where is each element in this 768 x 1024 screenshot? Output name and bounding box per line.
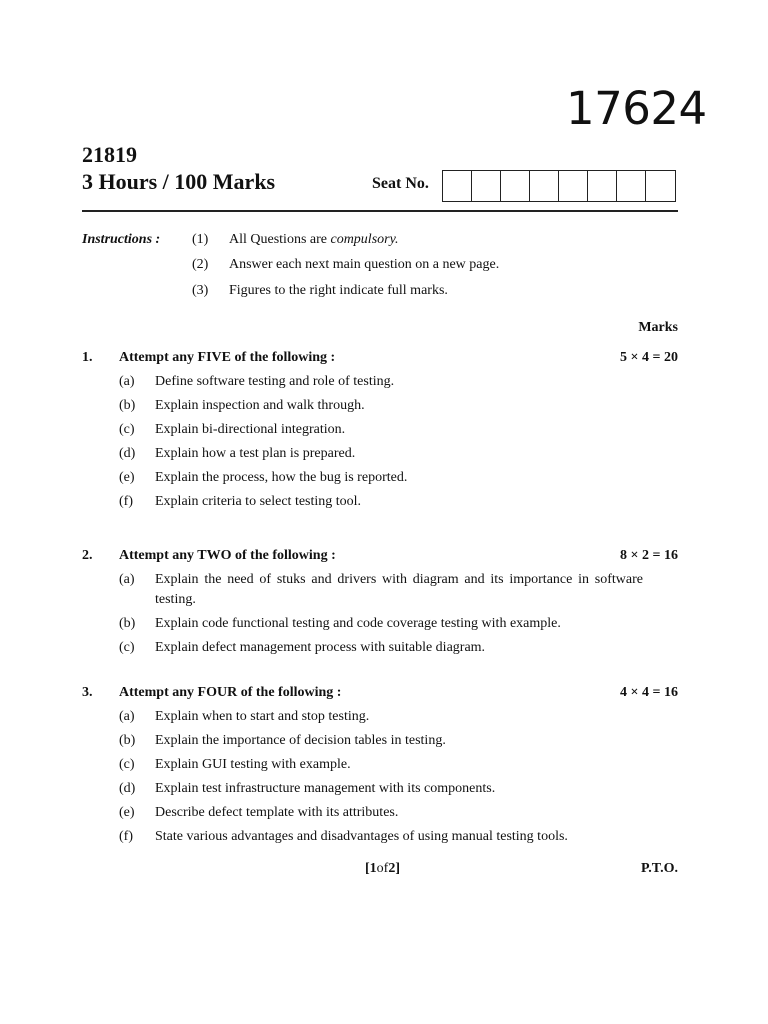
page-total: 2: [388, 861, 396, 876]
subquestion-text: Explain criteria to select testing tool.: [155, 494, 362, 509]
question-number: 3.: [82, 685, 93, 700]
seat-box: [588, 171, 617, 201]
subquestion-label: (c): [119, 640, 135, 655]
seat-box: [443, 171, 472, 201]
subquestion-label: (b): [119, 616, 136, 631]
subquestion-label: (a): [119, 572, 135, 587]
question-number: 1.: [82, 350, 93, 365]
subquestion-label: (d): [119, 446, 136, 461]
subquestion-label: (e): [119, 470, 135, 485]
subquestion-label: (b): [119, 398, 136, 413]
subquestion-text: Explain defect management process with suitable diagram.: [155, 640, 486, 655]
instruction-number: (3): [192, 283, 209, 298]
subquestion-label: (c): [119, 422, 135, 437]
page-of: of: [376, 861, 389, 876]
question-marks: 4 × 4 = 16: [620, 685, 678, 700]
page-current: 1: [369, 861, 377, 876]
instruction-text-plain: All Questions are: [229, 232, 331, 247]
exam-duration: 3 Hours / 100 Marks: [82, 169, 276, 194]
subquestion-label: (e): [119, 805, 135, 820]
page-bracket-close: ]: [395, 861, 401, 876]
subquestion-text: Explain code functional testing and code coverage testing with example.: [155, 616, 561, 631]
please-turn-over: P.T.O.: [641, 861, 678, 876]
subquestion-label: (f): [119, 494, 133, 509]
seat-box: [501, 171, 530, 201]
subquestion-label: (b): [119, 733, 136, 748]
subquestion-text: Explain inspection and walk through.: [155, 398, 365, 413]
subject-code: 21819: [82, 142, 137, 167]
question-title: Attempt any FIVE of the following :: [119, 350, 336, 365]
instruction-text-emphasis: compulsory.: [330, 232, 399, 247]
subquestion-text: Define software testing and role of testing.: [155, 374, 395, 389]
seat-number-boxes: [442, 170, 676, 202]
header-divider: [82, 210, 678, 212]
subquestion-label: (c): [119, 757, 135, 772]
subquestion-text: Explain the need of stuks and drivers with diagram and its importance in software testing.: [155, 572, 643, 607]
subquestion-label: (a): [119, 709, 135, 724]
subquestion-label: (d): [119, 781, 136, 796]
subquestion-label: (a): [119, 374, 135, 389]
seat-box: [472, 171, 501, 201]
seat-box: [646, 171, 675, 201]
page-bracket-open: [: [365, 861, 370, 876]
subquestion-text: Describe defect template with its attributes.: [155, 805, 399, 820]
instruction-text: Figures to the right indicate full marks.: [229, 283, 448, 298]
question-title: Attempt any TWO of the following :: [119, 548, 336, 563]
question-marks: 8 × 2 = 16: [620, 548, 678, 563]
seat-number-label: Seat No.: [372, 175, 429, 192]
seat-box: [617, 171, 646, 201]
instructions-label: Instructions :: [82, 232, 161, 247]
subquestion-text: Explain the process, how the bug is reported.: [155, 470, 408, 485]
question-marks: 5 × 4 = 20: [620, 350, 678, 365]
subquestion-text: State various advantages and disadvantages of using manual testing tools.: [155, 829, 568, 844]
paper-code: 17624: [566, 82, 707, 135]
page-indicator: [365, 861, 400, 877]
subquestion-text: Explain how a test plan is prepared.: [155, 446, 356, 461]
seat-box: [530, 171, 559, 201]
subquestion-text: Explain test infrastructure management with its components.: [155, 781, 496, 796]
instruction-text: Answer each next main question on a new page.: [229, 257, 500, 272]
instruction-text: [229, 232, 399, 248]
instruction-number: (1): [192, 232, 209, 247]
subquestion-label: (f): [119, 829, 133, 844]
subquestion-text: Explain the importance of decision tables in testing.: [155, 733, 446, 748]
subquestion-text: Explain GUI testing with example.: [155, 757, 351, 772]
question-title: Attempt any FOUR of the following :: [119, 685, 342, 700]
subquestion-text: Explain bi-directional integration.: [155, 422, 346, 437]
instruction-number: (2): [192, 257, 209, 272]
subquestion-text: Explain when to start and stop testing.: [155, 709, 370, 724]
question-number: 2.: [82, 548, 93, 563]
marks-column-header: Marks: [638, 320, 678, 335]
seat-box: [559, 171, 588, 201]
